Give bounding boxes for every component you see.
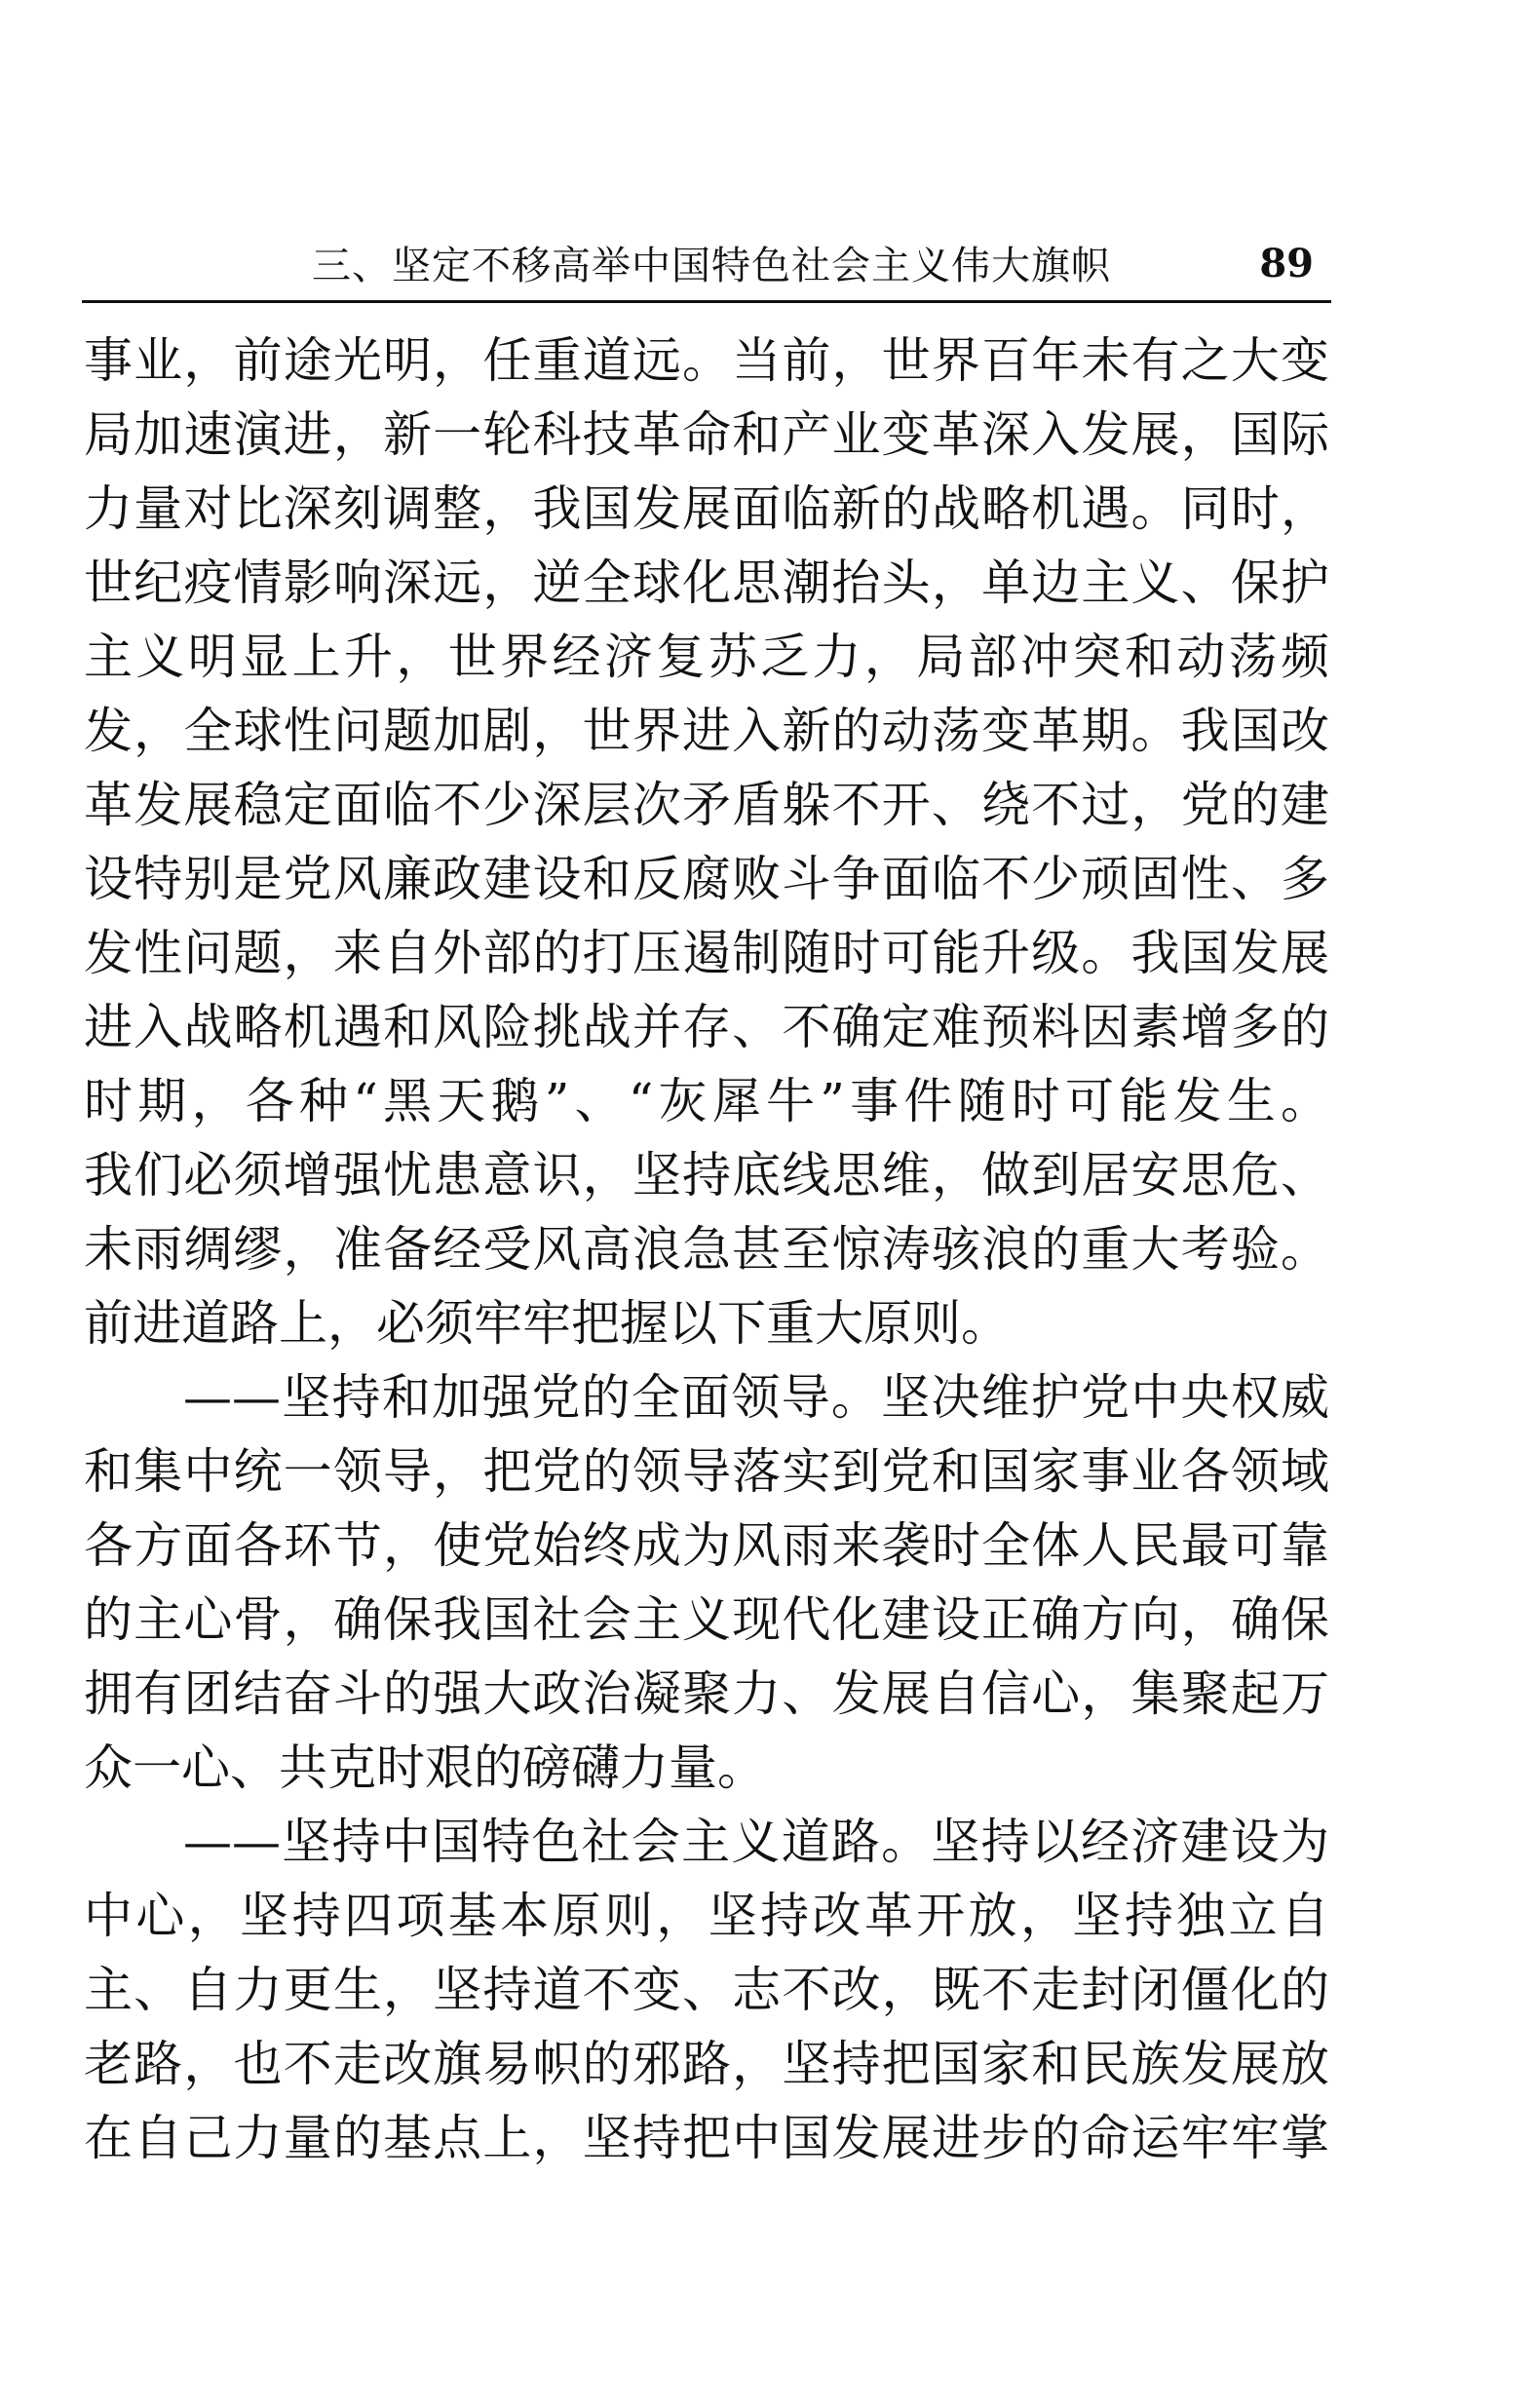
text-line: 时期，各种“黑天鹅”、“灰犀牛”事件随时可能发生。 <box>84 1073 1329 1129</box>
running-header <box>82 232 1331 303</box>
text-line: 革发展稳定面临不少深层次矛盾躲不开、绕不过，党的建 <box>84 777 1329 833</box>
text-line: 中心，坚持四项基本原则，坚持改革开放，坚持独立自 <box>84 1888 1329 1944</box>
text-line: 主义明显上升，世界经济复苏乏力，局部冲突和动荡频 <box>84 629 1329 685</box>
text-line: 在自己力量的基点上，坚持把中国发展进步的命运牢牢掌 <box>84 2110 1329 2166</box>
text-line: 老路，也不走改旗易帜的邪路，坚持把国家和民族发展放 <box>84 2036 1329 2092</box>
text-line: 主、自力更生，坚持道不变、志不改，既不走封闭僵化的 <box>84 1962 1329 2018</box>
text-line: 我们必须增强忧患意识，坚持底线思维，做到居安思危、 <box>84 1147 1329 1204</box>
text-line: 世纪疫情影响深远，逆全球化思潮抬头，单边主义、保护 <box>84 554 1329 611</box>
text-line: 局加速演进，新一轮科技革命和产业变革深入发展，国际 <box>84 406 1329 463</box>
text-line: 和集中统一领导，把党的领导落实到党和国家事业各领域 <box>84 1443 1329 1500</box>
text-line: 发性问题，来自外部的打压遏制随时可能升级。我国发展 <box>84 925 1329 981</box>
text-line: 的主心骨，确保我国社会主义现代化建设正确方向，确保 <box>84 1591 1329 1648</box>
text-line: 进入战略机遇和风险挑战并存、不确定难预料因素增多的 <box>84 999 1329 1055</box>
chapter-title: 三、坚定不移高举中国特色社会主义伟大旗帜 <box>312 244 1111 288</box>
text-line: 力量对比深刻调整，我国发展面临新的战略机遇。同时， <box>84 480 1329 537</box>
text-line: 事业，前途光明，任重道远。当前，世界百年未有之大变 <box>84 332 1329 389</box>
text-line: 设特别是党风廉政建设和反腐败斗争面临不少顽固性、多 <box>84 851 1329 907</box>
text-line: 发，全球性问题加剧，世界进入新的动荡变革期。我国改 <box>84 703 1329 759</box>
text-line: 众一心、共克时艰的磅礴力量。 <box>84 1739 766 1796</box>
page-number: 89 <box>1259 241 1314 287</box>
text-line: 前进道路上，必须牢牢把握以下重大原则。 <box>84 1295 1010 1352</box>
text-line: 各方面各环节，使党始终成为风雨来袭时全体人民最可靠 <box>84 1517 1329 1574</box>
text-line: 未雨绸缪，准备经受风高浪急甚至惊涛骇浪的重大考验。 <box>84 1221 1329 1278</box>
paragraph-start-line: ——坚持和加强党的全面领导。坚决维护党中央权威 <box>183 1369 1329 1426</box>
paragraph-start-line: ——坚持中国特色社会主义道路。坚持以经济建设为 <box>183 1814 1329 1870</box>
text-line: 拥有团结奋斗的强大政治凝聚力、发展自信心，集聚起万 <box>84 1665 1329 1722</box>
